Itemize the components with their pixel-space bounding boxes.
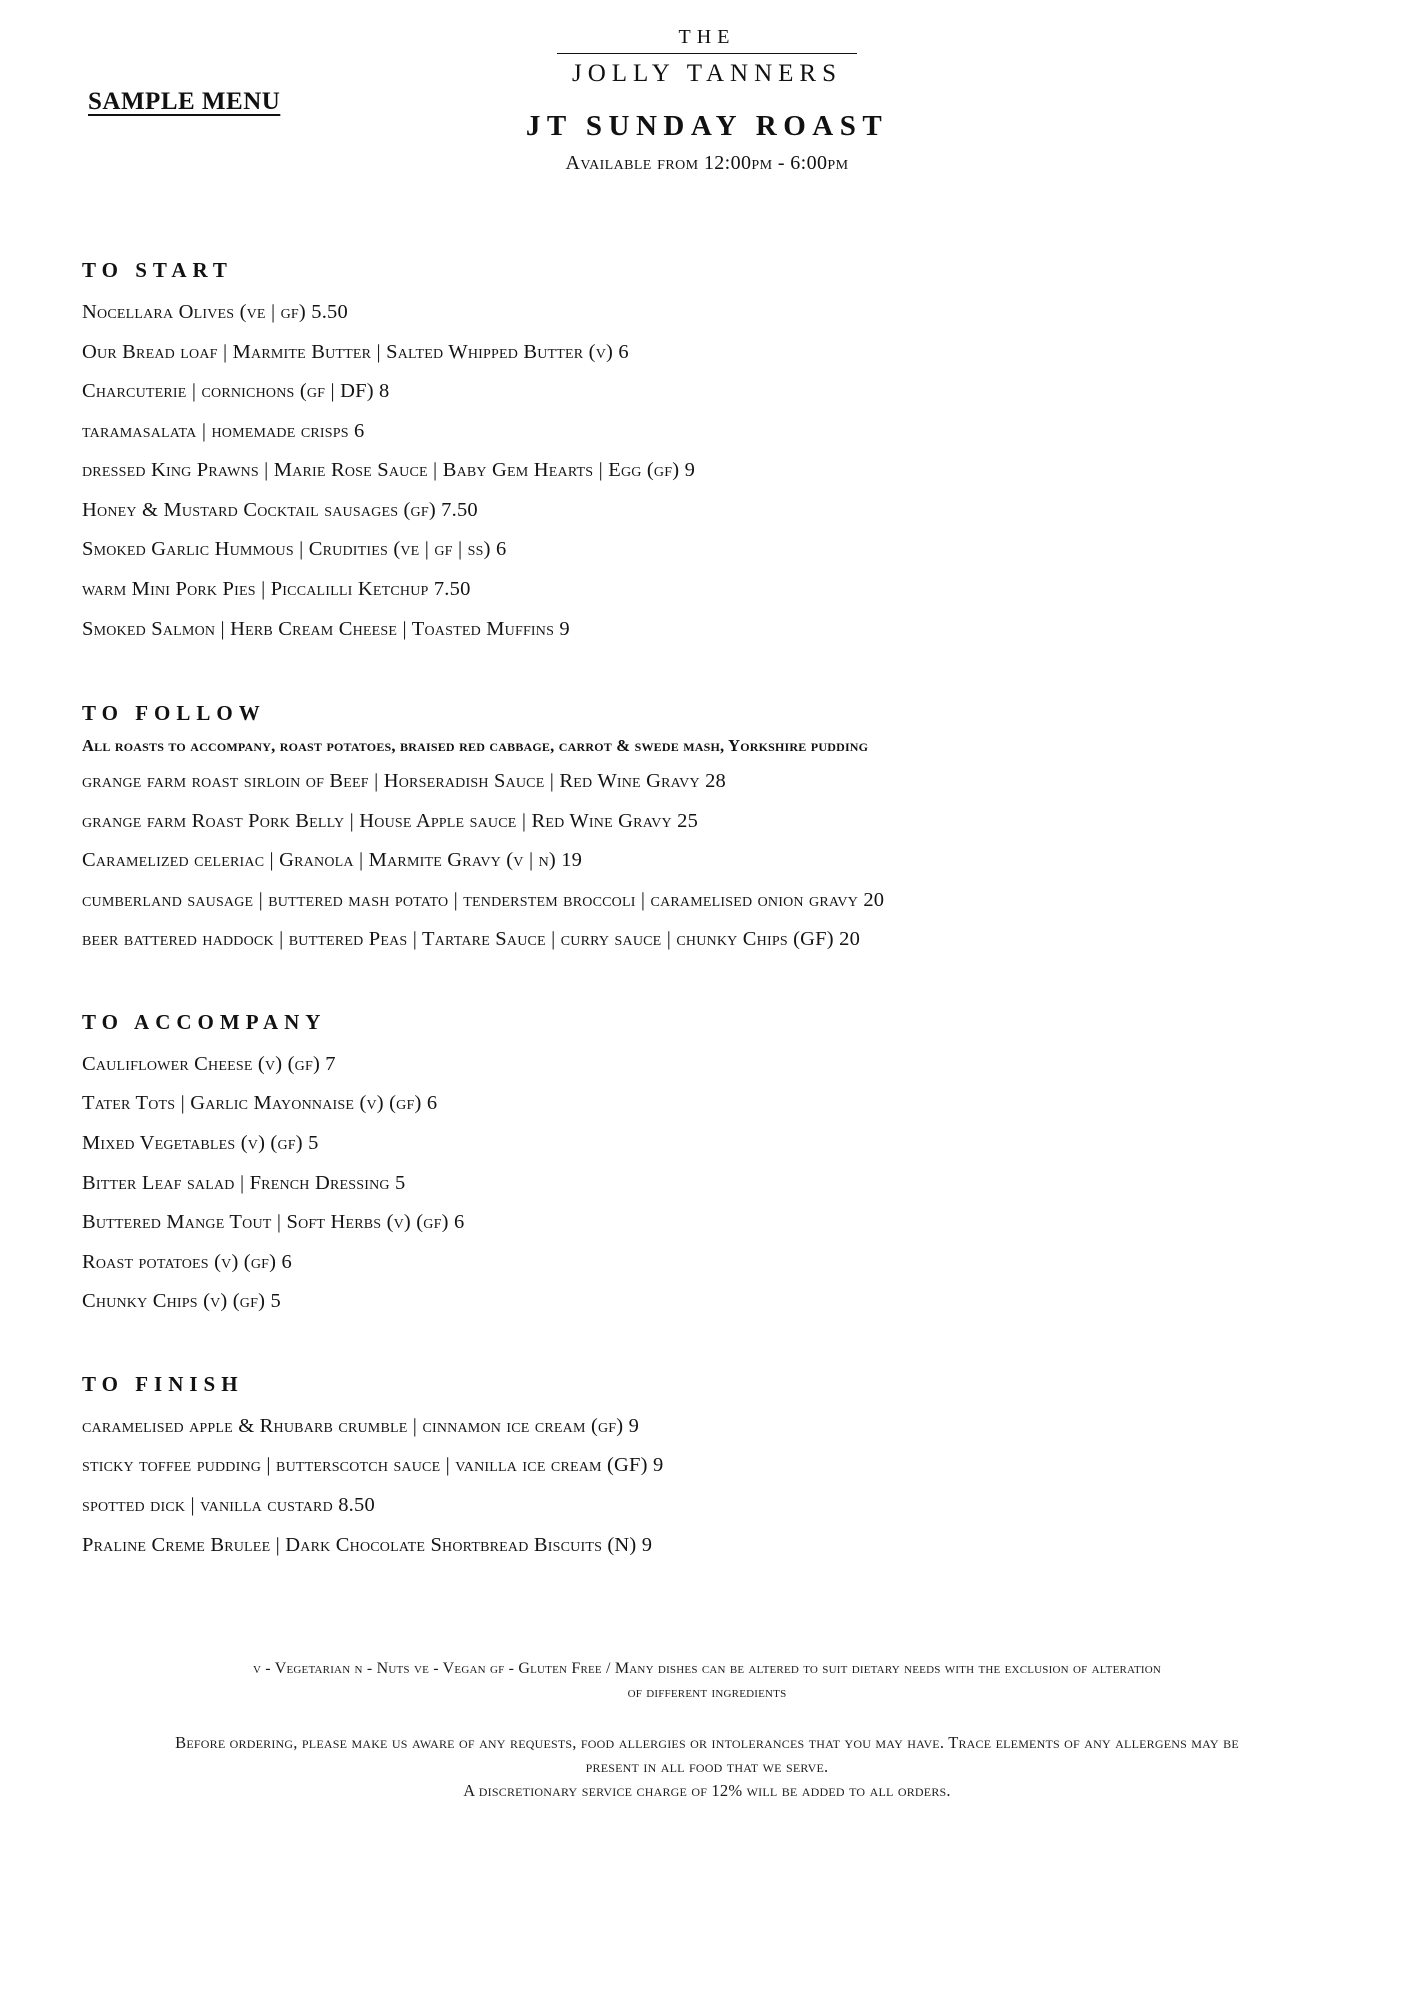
menu-item: beer battered haddock | buttered Peas | Tartare Sauce | curry sauce | chunky Chips (GF) 20 bbox=[82, 928, 861, 951]
brand-name: JOLLY TANNERS bbox=[571, 60, 843, 87]
section-note: All roasts to accompany, roast potatoes, braised red cabbage, carrot & swede mash, Yorkshire pudding bbox=[82, 736, 869, 756]
menu-section-to-follow bbox=[80, 701, 1334, 952]
menu-content bbox=[0, 258, 1414, 1557]
menu-item: Charcuterie | cornichons (gf | DF) 8 bbox=[82, 380, 390, 403]
menu-item: caramelised apple & Rhubarb crumble | cinnamon ice cream (gf) 9 bbox=[82, 1414, 640, 1437]
menu-item: warm Mini Pork Pies | Piccalilli Ketchup 7.50 bbox=[82, 577, 471, 600]
menu-section-to-start bbox=[80, 258, 1334, 641]
menu-item: spotted dick | vanilla custard 8.50 bbox=[82, 1493, 375, 1516]
menu-item: Roast potatoes (v) (gf) 6 bbox=[82, 1250, 292, 1273]
legal-line-1: Before ordering, please make us aware of any requests, food allergies or intolerances that you may have. Trace elements of any allergens may be bbox=[175, 1733, 1239, 1753]
legal-line-3: A discretionary service charge of 12% will be added to all orders. bbox=[463, 1780, 951, 1800]
menu-item: Praline Creme Brulee | Dark Chocolate Shortbread Biscuits (N) 9 bbox=[82, 1533, 653, 1556]
brand-block bbox=[497, 26, 917, 88]
menu-item: Smoked Salmon | Herb Cream Cheese | Toasted Muffins 9 bbox=[82, 617, 570, 640]
menu-item: sticky toffee pudding | butterscotch sauce | vanilla ice cream (GF) 9 bbox=[82, 1454, 664, 1477]
menu-item: Cauliflower Cheese (v) (gf) 7 bbox=[82, 1052, 336, 1075]
menu-section-to-finish bbox=[80, 1372, 1334, 1557]
allergen-key-line-2: of different ingredients bbox=[627, 1684, 787, 1702]
legal-line-2: present in all food that we serve. bbox=[585, 1756, 829, 1776]
menu-item: grange farm Roast Pork Belly | House Apple sauce | Red Wine Gravy 25 bbox=[82, 809, 699, 832]
menu-item: Caramelized celeriac | Granola | Marmite Gravy (v | n) 19 bbox=[82, 849, 583, 872]
menu-item: Honey & Mustard Cocktail sausages (gf) 7.50 bbox=[82, 498, 478, 521]
section-title: TO FOLLOW bbox=[82, 701, 266, 726]
sample-menu-label: SAMPLE MENU bbox=[88, 88, 281, 115]
service-hours: Available from 12:00pm - 6:00pm bbox=[565, 152, 849, 174]
menu-item: Buttered Mange Tout | Soft Herbs (v) (gf) 6 bbox=[82, 1211, 465, 1234]
section-title: TO START bbox=[82, 258, 233, 282]
menu-item: cumberland sausage | buttered mash potato | tenderstem broccoli | caramelised onion gravy 20 bbox=[82, 888, 885, 911]
menu-item: grange farm roast sirloin of Beef | Horseradish Sauce | Red Wine Gravy 28 bbox=[82, 770, 727, 793]
menu-item: Tater Tots | Garlic Mayonnaise (v) (gf) 6 bbox=[82, 1092, 438, 1115]
menu-section-to-accompany bbox=[80, 1010, 1334, 1314]
page-title: JT SUNDAY ROAST bbox=[525, 110, 889, 142]
menu-item: taramasalata | homemade crisps 6 bbox=[82, 419, 365, 442]
menu-footer bbox=[0, 1657, 1414, 1839]
brand-the: THE bbox=[678, 26, 736, 48]
menu-item: Bitter Leaf salad | French Dressing 5 bbox=[82, 1171, 406, 1194]
menu-item: Mixed Vegetables (v) (gf) 5 bbox=[82, 1132, 319, 1154]
menu-item: Chunky Chips (v) (gf) 5 bbox=[82, 1290, 281, 1313]
section-title: TO ACCOMPANY bbox=[82, 1009, 327, 1034]
menu-item: Nocellara Olives (ve | gf) 5.50 bbox=[82, 301, 348, 323]
menu-item: Our Bread loaf | Marmite Butter | Salted Whipped Butter (v) 6 bbox=[82, 340, 629, 363]
allergen-key-line-1: v - Vegetarian n - Nuts ve - Vegan gf - Gluten Free / Many dishes can be altered to suit dietary needs with the exclusion of alteration bbox=[252, 1660, 1162, 1678]
menu-item: dressed King Prawns | Marie Rose Sauce | Baby Gem Hearts | Egg (gf) 9 bbox=[82, 459, 696, 482]
menu-header bbox=[0, 0, 1414, 206]
menu-item: Smoked Garlic Hummous | Crudities (ve | gf | ss) 6 bbox=[82, 538, 507, 561]
section-title: TO FINISH bbox=[82, 1371, 244, 1396]
brand-divider bbox=[557, 53, 857, 54]
